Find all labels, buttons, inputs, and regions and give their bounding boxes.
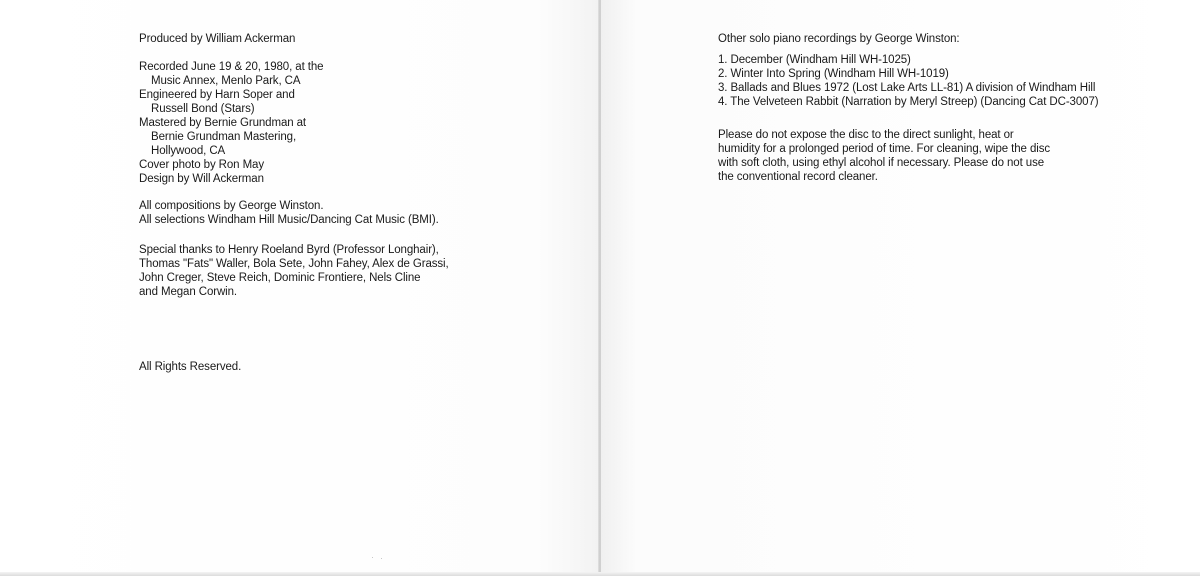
recording-line: Recorded June 19 & 20, 1980, at the	[139, 61, 324, 73]
compositions-line: All compositions by George Winston.	[139, 200, 324, 212]
recording-line: Design by Will Ackerman	[139, 173, 264, 185]
right-page	[601, 0, 1200, 576]
recording-credits	[139, 60, 323, 186]
thanks-line: and Megan Corwin.	[139, 286, 238, 298]
rights-line: All Rights Reserved.	[139, 361, 242, 373]
recording-list-item: 1. December (Windham Hill WH-1025)	[718, 54, 911, 66]
recording-line: Russell Bond (Stars)	[151, 103, 255, 115]
thanks-line: Special thanks to Henry Roeland Byrd (Professor Longhair),	[139, 244, 439, 256]
recording-line: Music Annex, Menlo Park, CA	[151, 75, 301, 87]
bottom-edge	[0, 572, 1200, 576]
care-line: humidity for a prolonged period of time. For cleaning, wipe the disc	[718, 143, 1050, 155]
recording-line: Bernie Grundman Mastering,	[151, 131, 297, 143]
thanks-line: Thomas "Fats" Waller, Bola Sete, John Fahey, Alex de Grassi,	[139, 258, 449, 270]
compositions-credit	[139, 199, 439, 227]
recordings-heading: Other solo piano recordings by George Winston:	[718, 33, 960, 45]
recording-line: Engineered by Harn Soper and	[139, 89, 295, 101]
recording-line: Mastered by Bernie Grundman at	[139, 117, 307, 129]
care-line: Please do not expose the disc to the direct sunlight, heat or	[718, 129, 1014, 141]
producer-line: Produced by William Ackerman	[139, 33, 296, 45]
special-thanks	[139, 243, 449, 299]
recording-line: Hollywood, CA	[151, 145, 226, 157]
disc-care-notice	[718, 128, 1050, 184]
other-recordings	[718, 32, 1098, 109]
recording-line: Cover photo by Ron May	[139, 159, 265, 171]
recording-list-item: 4. The Velveteen Rabbit (Narration by Meryl Streep) (Dancing Cat DC-3007)	[718, 96, 1099, 108]
compositions-line: All selections Windham Hill Music/Dancing Cat Music (BMI).	[139, 214, 439, 226]
paper-specks	[370, 556, 390, 560]
recording-list-item: 2. Winter Into Spring (Windham Hill WH-1019)	[718, 68, 949, 80]
care-line: with soft cloth, using ethyl alcohol if necessary. Please do not use	[718, 157, 1045, 169]
producer-credit	[139, 32, 295, 46]
thanks-line: John Creger, Steve Reich, Dominic Frontiere, Nels Cline	[139, 272, 421, 284]
care-line: the conventional record cleaner.	[718, 171, 878, 183]
left-page	[0, 0, 599, 576]
rights-notice	[139, 360, 241, 374]
recording-list-item: 3. Ballads and Blues 1972 (Lost Lake Arts LL-81) A division of Windham Hill	[718, 82, 1096, 94]
